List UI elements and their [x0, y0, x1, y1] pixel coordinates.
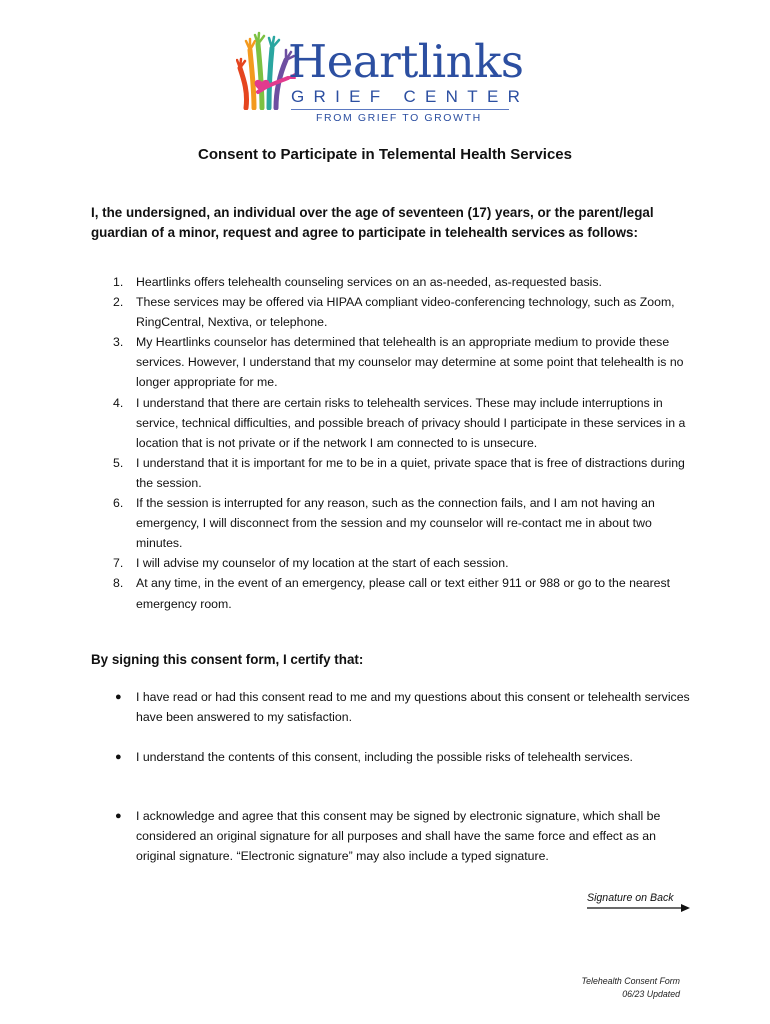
list-item: [91, 292, 691, 332]
item-number: 7.: [113, 556, 124, 571]
list-item: [91, 573, 691, 613]
document-title: Consent to Participate in Telemental Health Services: [197, 146, 572, 163]
logo-subtitle: GRIEF CENTER: [291, 87, 530, 106]
item-number: 6.: [113, 496, 124, 511]
item-number: 8.: [113, 576, 124, 591]
item-text: My Heartlinks counselor has determined that telehealth is an appropriate medium to provide these services. However, I understand that my counselor may determine at some point that telehealth is no longer appropriate for me.: [136, 335, 684, 390]
heartlinks-logo: [236, 30, 530, 130]
bullet-icon: ●: [115, 810, 122, 822]
bullet-text: I understand the contents of this consent, including the possible risks of telehealth services.: [136, 750, 633, 764]
bullet-text: I have read or had this consent read to me and my questions about this consent or telehealth services have been answered to my satisfaction.: [136, 690, 690, 725]
logo-name: Heartlinks: [288, 35, 524, 88]
certify-heading: By signing this consent form, I certify that:: [91, 652, 364, 667]
bullet-icon: ●: [115, 691, 122, 703]
hands-logo-icon: [236, 30, 296, 110]
logo-tagline: FROM GRIEF TO GROWTH: [316, 112, 482, 124]
list-item: [91, 393, 691, 453]
item-text: I will advise my counselor of my location at the start of each session.: [136, 556, 509, 571]
item-number: 5.: [113, 455, 124, 470]
list-item: [91, 332, 691, 392]
list-item: [91, 272, 691, 292]
item-number: 1.: [113, 275, 124, 289]
list-item: [91, 453, 691, 493]
item-text: These services may be offered via HIPAA compliant video-conferencing technology, such as Zoom, RingCentral, Nextiva, or telephone.: [136, 295, 675, 330]
intro-paragraph: I, the undersigned, an individual over the age of seventeen (17) years, or the parent/legal guardian of a minor, request and agree to participate in telehealth services as follows:: [91, 205, 654, 240]
bullet-icon: ●: [115, 751, 122, 763]
item-text: If the session is interrupted for any reason, such as the connection fails, and I am not having an emergency, I will disconnect from the session and my counselor will re-contact me in about two minutes.: [136, 496, 655, 551]
list-item: [91, 493, 691, 553]
footer-updated-date: 06/23 Updated: [622, 989, 680, 999]
item-number: 2.: [113, 295, 124, 310]
item-number: 4.: [113, 395, 124, 410]
list-item: [91, 553, 691, 573]
item-text: I understand that there are certain risks to telehealth services. These may include interruptions in service, technical difficulties, and possible breach of privacy should I participate in these services in a location that is not private or if the network I am connected to is unsecure.: [136, 395, 686, 450]
bullet-text: I acknowledge and agree that this consent may be signed by electronic signature, which shall be considered an original signature for all purposes and shall have the same force and effect as an original signature. “Electronic signature” may also include a typed signature.: [136, 809, 661, 864]
signature-on-back-note: [587, 892, 674, 904]
signature-on-back-label: Signature on Back: [587, 892, 674, 904]
item-text: I understand that it is important for me to be in a quiet, private space that is free of distractions during the session.: [136, 455, 685, 490]
item-text: At any time, in the event of an emergency, please call or text either 911 or 988 or go to the nearest emergency room.: [136, 576, 671, 611]
item-text: Heartlinks offers telehealth counseling services on an as-needed, as-requested basis.: [136, 275, 602, 289]
document-footer: [480, 975, 680, 1001]
logo-divider: [291, 109, 509, 110]
footer-form-name: Telehealth Consent Form: [581, 976, 680, 986]
terms-list: [91, 272, 691, 614]
item-number: 3.: [113, 335, 124, 350]
arrow-right-icon: [587, 903, 691, 913]
